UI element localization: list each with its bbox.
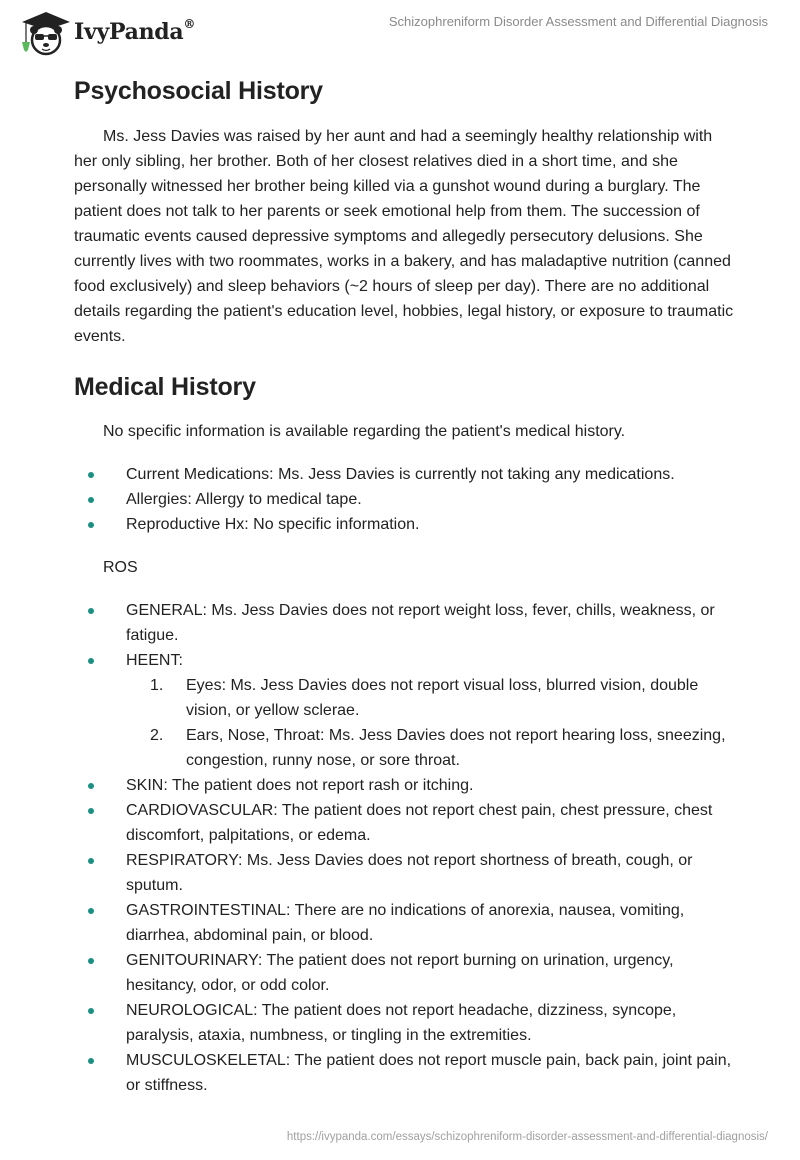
bullet-icon — [88, 608, 94, 614]
ros-list — [74, 598, 734, 1098]
document-title: Schizophreniform Disorder Assessment and Differential Diagnosis — [388, 14, 768, 29]
list-item: HEENT: 1. Eyes: Ms. Jess Davies does not report visual loss, blurred vision, double vision, or yellow sclerae. 2. Ears, Nose, Throat: Ms. Jess Davies does not report hearing loss, sneezing, congestion, runny nose, or sore throat. — [74, 648, 734, 773]
bullet-icon — [88, 808, 94, 814]
psychosocial-paragraph: Ms. Jess Davies was raised by her aunt and had a seemingly healthy relationship with her only sibling, her brother. Both of her closest relatives died in a short time, and she personally witnessed her brother being killed via a gunshot wound during a burglary. The patient does not talk to her parents or seek emotional help from them. The succession of traumatic events caused depressive symptoms and allegedly persecutory delusions. She currently lives with two roommates, works in a bakery, and has maladaptive nutrition (canned food exclusively) and sleep behaviors (~2 hours of sleep per day). There are no additional details regarding the patient's education level, hobbies, legal history, or exposure to traumatic events. — [74, 128, 734, 345]
list-item: CARDIOVASCULAR: The patient does not report chest pain, chest pressure, chest discomfort, palpitations, or edema. — [74, 798, 734, 848]
bullet-icon — [88, 858, 94, 864]
heading-psychosocial-history: Psychosocial History — [74, 77, 323, 105]
list-item: Current Medications: Ms. Jess Davies is currently not taking any medications. — [74, 462, 734, 487]
list-item: NEUROLOGICAL: The patient does not report headache, dizziness, syncope, paralysis, ataxia, numbness, or tingling in the extremities. — [74, 998, 734, 1048]
medical-list — [74, 462, 734, 537]
list-item: GENITOURINARY: The patient does not report burning on urination, urgency, hesitancy, odor, or odd color. — [74, 948, 734, 998]
page-header — [0, 0, 800, 60]
source-url[interactable]: https://ivypanda.com/essays/schizophreniform-disorder-assessment-and-differential-diagnosis/ — [286, 1131, 768, 1143]
list-item: Allergies: Allergy to medical tape. — [74, 487, 734, 512]
list-item: GASTROINTESTINAL: There are no indications of anorexia, nausea, vomiting, diarrhea, abdominal pain, or blood. — [74, 898, 734, 948]
heent-sublist — [126, 673, 734, 773]
ivypanda-logo[interactable] — [16, 8, 195, 56]
bullet-icon — [88, 1008, 94, 1014]
heading-medical-history: Medical History — [74, 373, 256, 401]
list-item: MUSCULOSKELETAL: The patient does not report muscle pain, back pain, joint pain, or stiffness. — [74, 1048, 734, 1098]
list-item: SKIN: The patient does not report rash or itching. — [74, 773, 734, 798]
list-item: Reproductive Hx: No specific information. — [74, 512, 734, 537]
brand-name: IvyPanda® — [74, 17, 196, 45]
sublist-item: 1. Eyes: Ms. Jess Davies does not report visual loss, blurred vision, double vision, or yellow sclerae. — [150, 677, 699, 719]
sublist-item: 2. Ears, Nose, Throat: Ms. Jess Davies does not report hearing loss, sneezing, congestion, runny nose, or sore throat. — [150, 727, 726, 769]
panda-graduate-icon — [16, 8, 72, 56]
medical-intro: No specific information is available regarding the patient's medical history. — [103, 423, 626, 440]
list-item: GENERAL: Ms. Jess Davies does not report weight loss, fever, chills, weakness, or fatigue. — [74, 598, 734, 648]
list-item: RESPIRATORY: Ms. Jess Davies does not report shortness of breath, cough, or sputum. — [74, 848, 734, 898]
essay-content — [74, 70, 734, 1098]
bullet-icon — [88, 783, 94, 789]
bullet-icon — [88, 497, 94, 503]
bullet-icon — [88, 522, 94, 528]
bullet-icon — [88, 472, 94, 478]
bullet-icon — [88, 908, 94, 914]
bullet-icon — [88, 958, 94, 964]
ros-label: ROS — [103, 559, 138, 576]
bullet-icon — [88, 658, 94, 664]
bullet-icon — [88, 1058, 94, 1064]
